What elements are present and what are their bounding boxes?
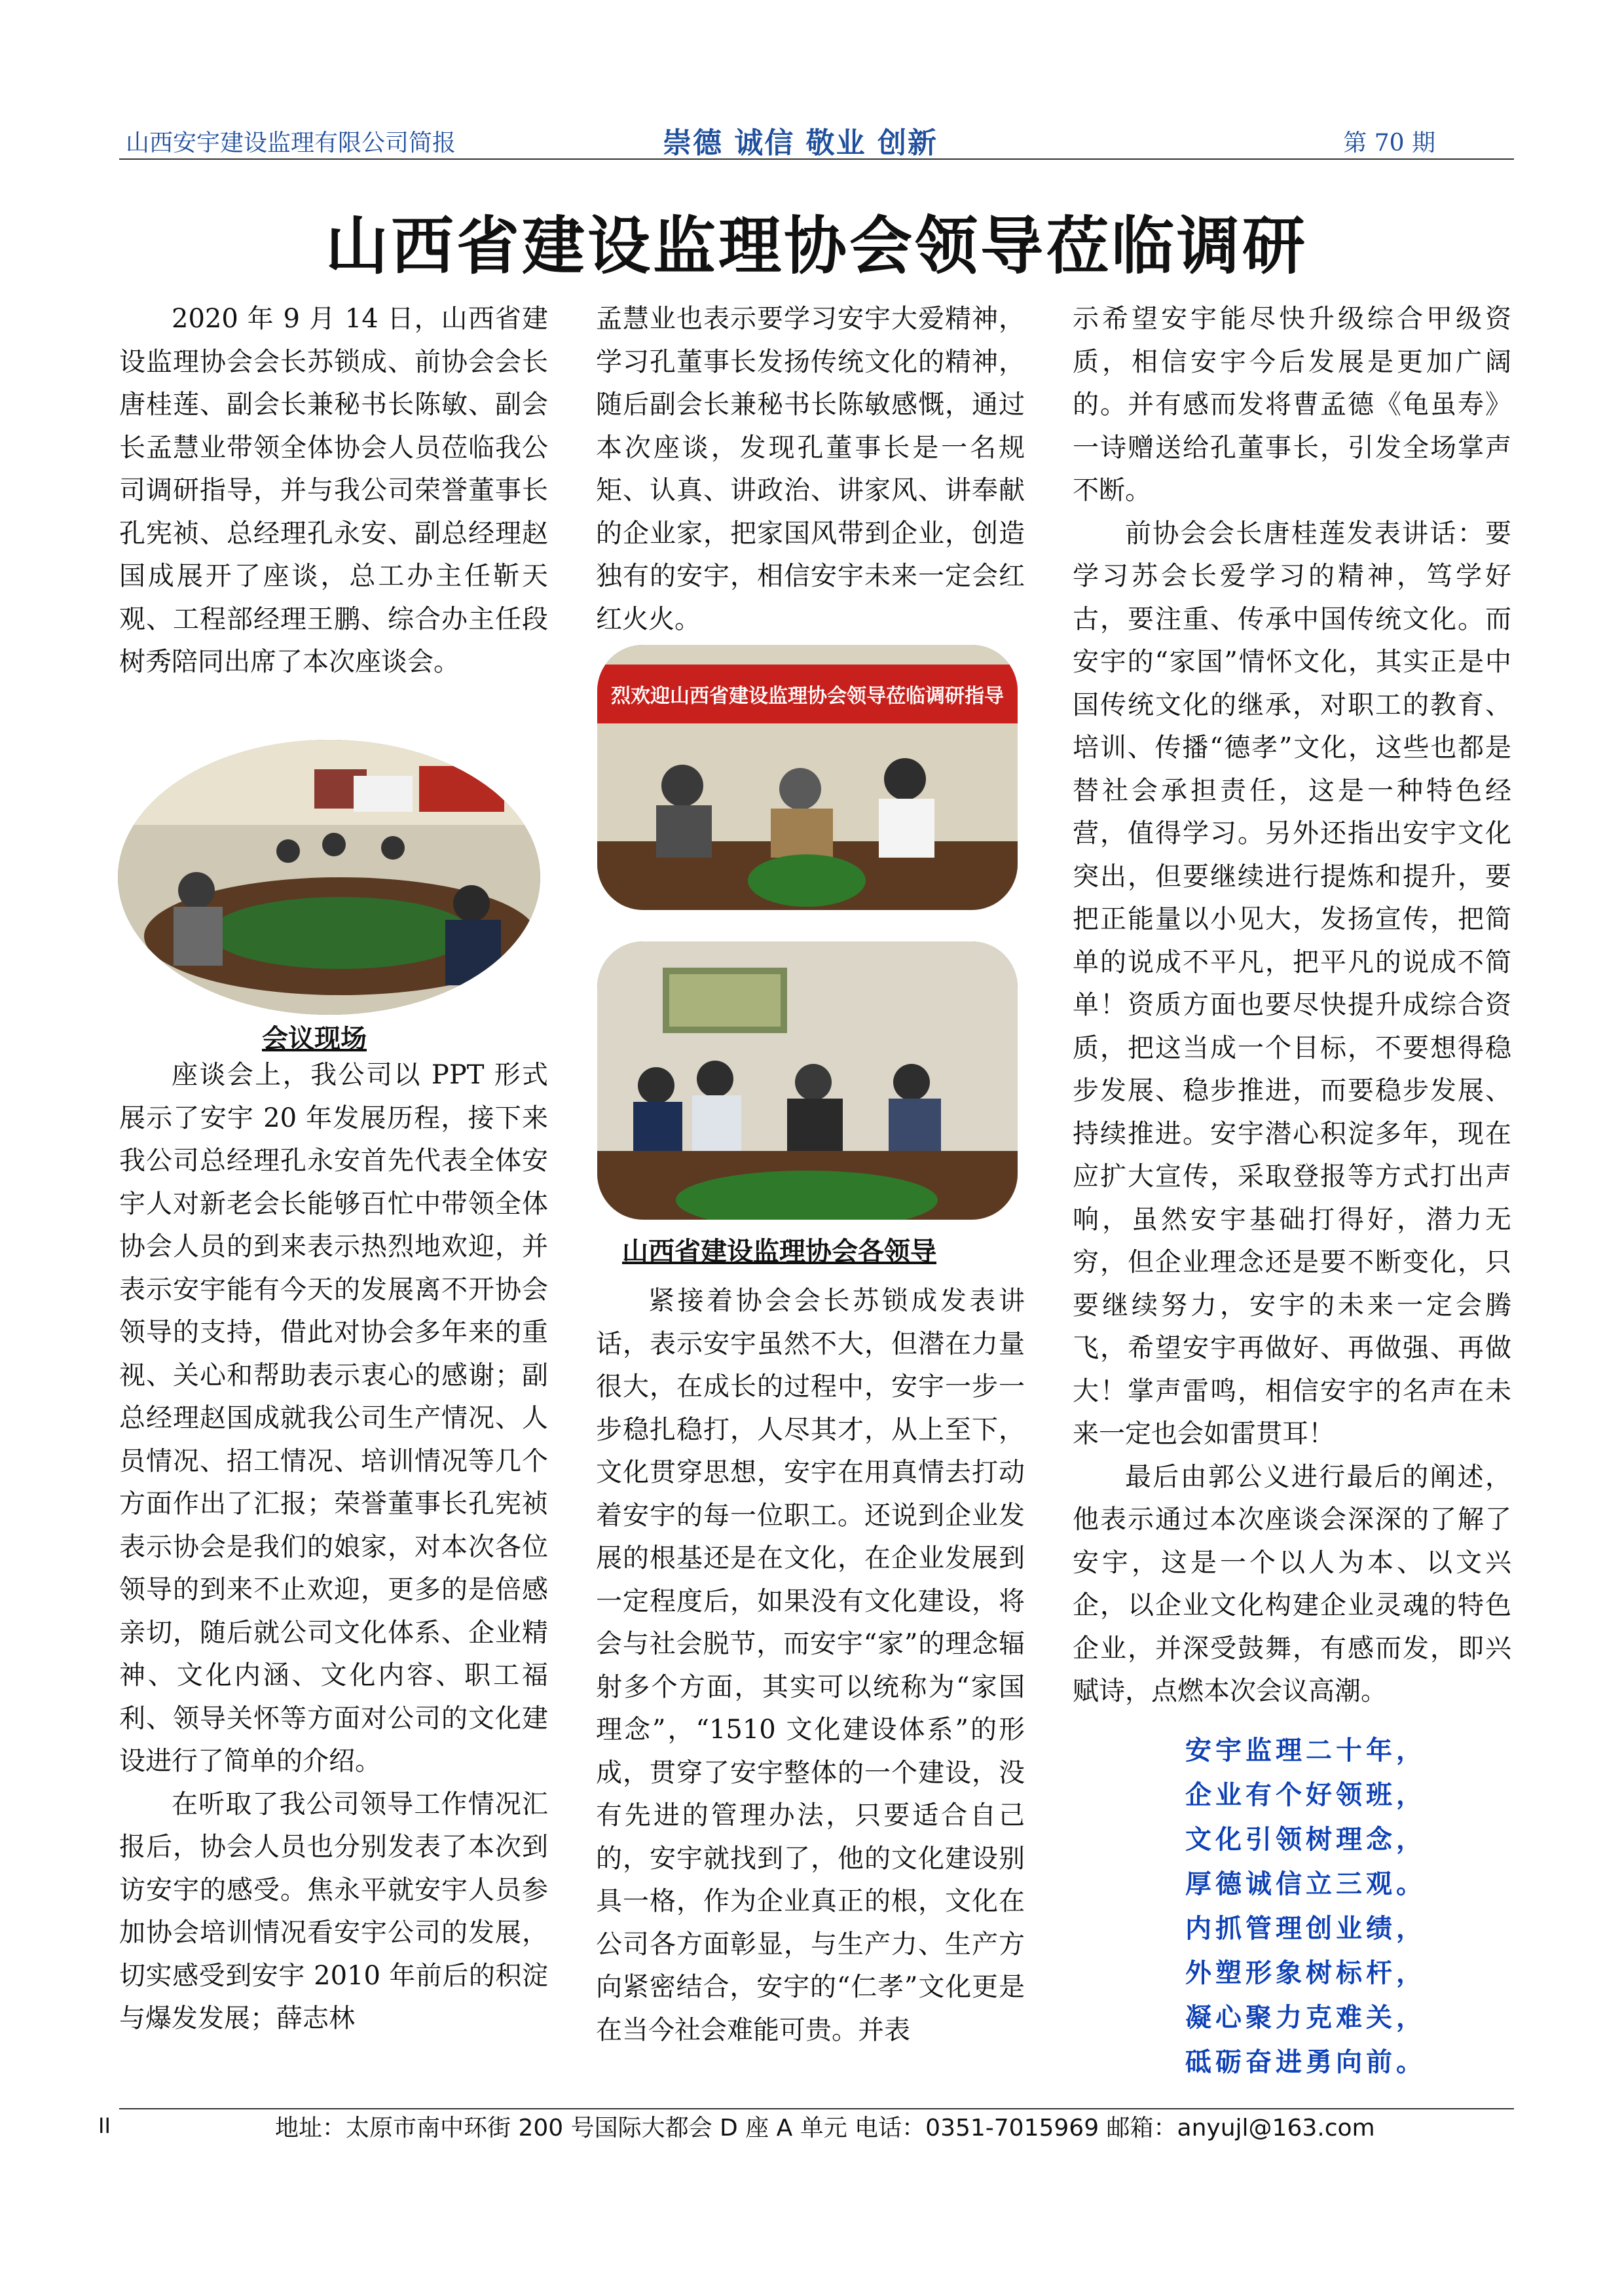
contact-info: 地址：太原市南中环街 200 号国际大都会 D 座 A 单元 电话：0351-7015969 邮箱：anyujl@163.com bbox=[275, 2115, 1375, 2141]
poem-line: 凝心聚力克难关， bbox=[1185, 2003, 1426, 2033]
paragraph: 最后由郭公义进行最后的阐述，他表示通过本次座谈会深深的了解了安宇，这是一个以人为本、以文兴企，以企业文化构建企业灵魂的特色企业，并深受鼓舞，有感而发，即兴赋诗，点燃本次会议高潮。 bbox=[1073, 1461, 1511, 1706]
photo-caption-meeting: 会议现场 bbox=[262, 1024, 367, 1054]
photo-caption-leaders: 山西省建设监理协会各领导 bbox=[622, 1237, 936, 1267]
column-1-top bbox=[119, 298, 548, 684]
paragraph: 孟慧业也表示要学习安宇大爱精神，学习孔董事长发扬传统文化的精神，随后副会长兼秘书长陈敏感慨，通过本次座谈，发现孔董事长是一名规矩、认真、讲政治、讲家风、讲奉献的企业家，把家国风带到企业，创造独有的安宇，相信安宇未来一定会红红火火。 bbox=[596, 304, 1025, 634]
meeting-photo bbox=[118, 740, 540, 1015]
article-title: 山西省建设监理协会领导莅临调研 bbox=[325, 210, 1308, 283]
poem-line: 文化引领树理念， bbox=[1185, 1825, 1426, 1855]
poem bbox=[1185, 1728, 1426, 2085]
poem-line: 砥砺奋进勇向前。 bbox=[1185, 2047, 1426, 2077]
column-2-top bbox=[596, 298, 1025, 641]
paragraph: 在听取了我公司领导工作情况汇报后，协会人员也分别发表了本次到访安宇的感受。焦永平就安宇人员参加协会培训情况看安宇公司的发展，切实感受到安宇 2010 年前后的积淀与爆发发展；薛志林 bbox=[119, 1789, 548, 2033]
company-name: 山西安宇建设监理有限公司简报 bbox=[126, 130, 456, 156]
poem-line: 厚德诚信立三观。 bbox=[1185, 1869, 1426, 1899]
poem-line: 安宇监理二十年， bbox=[1185, 1736, 1426, 1766]
paragraph: 前协会会长唐桂莲发表讲话：要学习苏会长爱学习的精神，笃学好古，要注重、传承中国传统文化。而安宇的“家国”情怀文化，其实正是中国传统文化的继承，对职工的教育、培训、传播“德孝”文化，这些也都是替社会承担责任，这是一种特色经营，值得学习。另外还指出安宇文化突出，但要继续进行提炼和提升，要把正能量以小见大，发扬宣传，把简单的说成不平凡，把平凡的说成不简单！资质方面也要尽快提升成综合资质，把这当成一个目标，不要想得稳步发展、稳步推进，而要稳步发展、持续推进。安宇潜心积淀多年，现在应扩大宣传，采取登报等方式打出声响，虽然安宇基础打得好，潜力无穷，但企业理念还是要不断变化，只要继续努力，安宇的未来一定会腾飞，希望安宇再做好、再做强、再做大！掌声雷鸣，相信安宇的名声在未来一定也会如雷贯耳！ bbox=[1073, 518, 1511, 1449]
paragraph: 示希望安宇能尽快升级综合甲级资质，相信安宇今后发展是更加广阔的。并有感而发将曹孟德《龟虽寿》一诗赠送给孔董事长，引发全场掌声不断。 bbox=[1073, 304, 1511, 505]
banner-text: 烈欢迎山西省建设监理协会领导莅临调研指导 bbox=[611, 685, 1004, 708]
header-divider bbox=[119, 158, 1514, 160]
paragraph: 座谈会上，我公司以 PPT 形式展示了安宇 20 年发展历程，接下来我公司总经理孔永安首先代表全体安宇人对新老会长能够百忙中带领全体协会人员的到来表示热烈地欢迎，并表示安宇能有今天的发展离不开协会领导的支持，借此对协会多年来的重视、关心和帮助表示衷心的感谢；副总经理赵国成就我公司生产情况、人员情况、招工情况、培训情况等几个方面作出了汇报；荣誉董事长孔宪祯表示协会是我们的娘家，对本次各位领导的到来不止欢迎，更多的是倍感亲切，随后就公司文化体系、企业精神、文化内涵、文化内容、职工福利、领导关怀等方面对公司的文化建设进行了简单的介绍。 bbox=[119, 1060, 548, 1776]
paragraph: 2020 年 9 月 14 日，山西省建设监理协会会长苏锁成、前协会会长唐桂莲、副会长兼秘书长陈敏、副会长孟慧业带领全体协会人员莅临我公司调研指导，并与我公司荣誉董事长孔宪祯、总经理孔永安、副总经理赵国成展开了座谈，总工办主任靳天观、工程部经理王鹏、综合办主任段树秀陪同出席了本次座谈会。 bbox=[119, 304, 548, 677]
page-number: II bbox=[98, 2113, 111, 2138]
column-2-bottom bbox=[596, 1280, 1025, 2052]
paragraph: 紧接着协会会长苏锁成发表讲话，表示安宇虽然不大，但潜在力量很大，在成长的过程中，安宇一步一步稳扎稳打，人尽其才，从上至下，文化贯穿思想，安宇在用真情去打动着安宇的每一位职工。还说到企业发展的根基还是在文化，在企业发展到一定程度后，如果没有文化建设，将会与社会脱节，而安宇“家”的理念辐射多个方面，其实可以统称为“家国理念”，“1510 文化建设体系”的形成，贯穿了安宇整体的一个建设，没有先进的管理办法，只要适合自己的，安宇就找到了，他的文化建设别具一格，作为企业真正的根，文化在公司各方面彰显，与生产力、生产方向紧密结合，安宇的“仁孝”文化更是在当今社会难能可贵。并表 bbox=[596, 1286, 1025, 2045]
page-header bbox=[119, 118, 1462, 164]
poem-line: 内抓管理创业绩， bbox=[1185, 1914, 1426, 1944]
poem-line: 外塑形象树标杆， bbox=[1185, 1958, 1426, 1988]
issue-number: 第 70 期 bbox=[1343, 130, 1435, 156]
column-3 bbox=[1073, 298, 1511, 1713]
column-1-bottom bbox=[119, 1054, 548, 2041]
delegation-photo bbox=[597, 941, 1018, 1220]
company-motto: 崇德 诚信 敬业 创新 bbox=[663, 126, 938, 160]
leaders-banner-photo bbox=[597, 645, 1018, 910]
poem-line: 企业有个好领班， bbox=[1185, 1780, 1426, 1810]
